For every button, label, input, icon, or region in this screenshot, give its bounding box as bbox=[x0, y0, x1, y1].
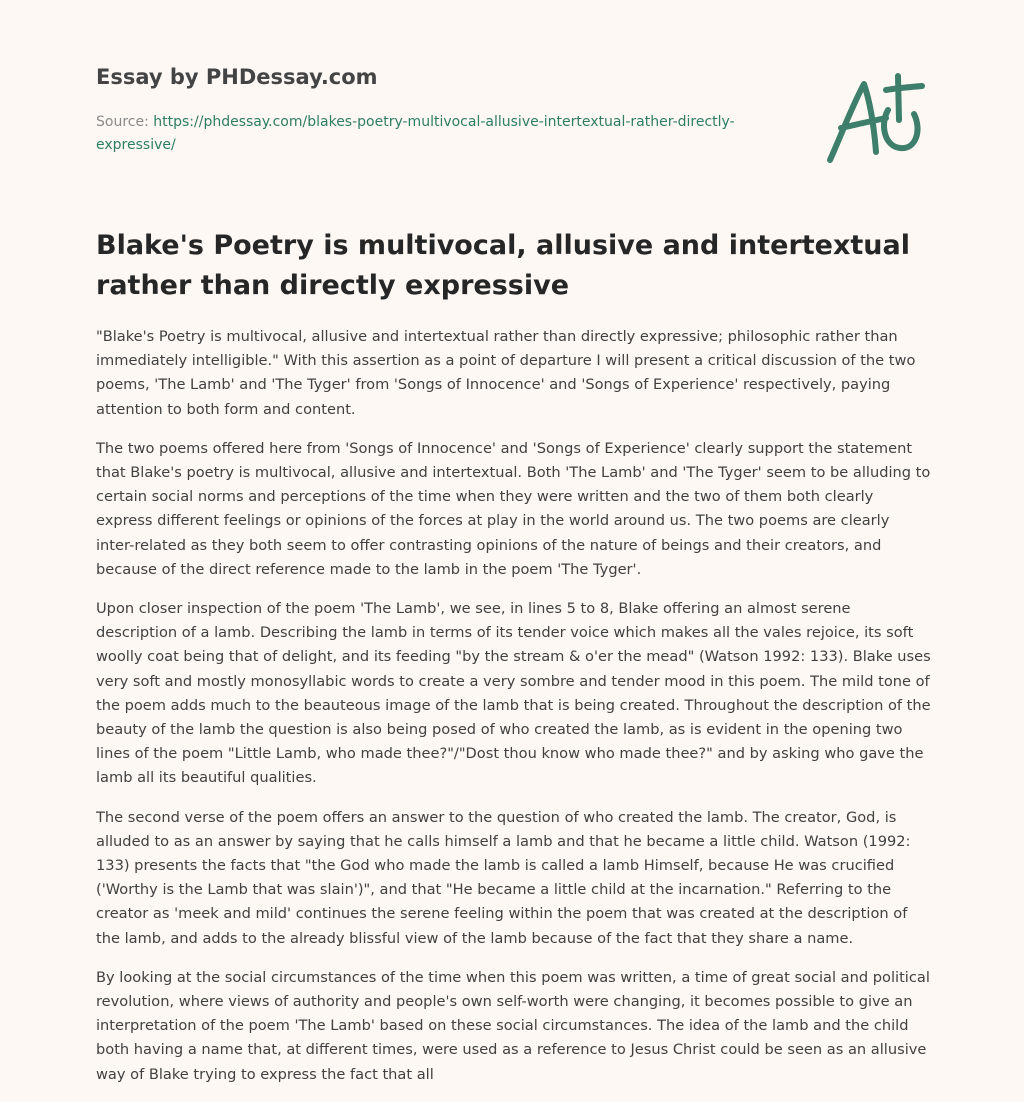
site-brand: Essay by PHDessay.com bbox=[96, 65, 378, 89]
essay-body bbox=[96, 325, 932, 1102]
paragraph: The second verse of the poem offers an answer to the question of who created the lamb. The creator, God, is alluded to as an answer by saying that he calls himself a lamb and that he became a little child. Watson (1992: 133) presents the facts that "the God who made the lamb is called a lamb Himself, because He was crucified ('Worthy is the Lamb that was slain')", and that "He became a little child at the incarnation." Referring to the creator as 'meek and mild' continues the serene feeling within the poem that was created at the description of the lamb, and adds to the already blissful view of the lamb because of the fact that they share a name. bbox=[96, 808, 911, 947]
paragraph: By looking at the social circumstances of the time when this poem was written, a time of great social and political revolution, where views of authority and people's own self-worth were changing, it becomes possible to give an interpretation of the poem 'The Lamb' based on these social circumstances. The idea of the lamb and the child both having a name that, at different times, were used as a reference to Jesus Christ could be seen as an allusive way of Blake trying to express the fact that all bbox=[96, 968, 930, 1083]
source-line bbox=[96, 111, 736, 157]
source-label: Source: bbox=[96, 114, 154, 130]
paragraph: "Blake's Poetry is multivocal, allusive and intertextual rather than directly expressive; philosophic rather than immediately intelligible." With this assertion as a point of departure I will present a critical discussion of the two poems, 'The Lamb' and 'The Tyger' from 'Songs of Innocence' and 'Songs of Experience' respectively, paying attention to both form and content. bbox=[96, 328, 916, 418]
a-plus-logo-icon bbox=[826, 68, 926, 166]
essay-title: Blake's Poetry is multivocal, allusive and intertextual rather than directly expressive bbox=[96, 230, 910, 301]
source-link[interactable]: https://phdessay.com/blakes-poetry-multivocal-allusive-intertextual-rather-directly-expressive/ bbox=[96, 114, 735, 153]
paragraph: Upon closer inspection of the poem 'The Lamb', we see, in lines 5 to 8, Blake offering an almost serene description of a lamb. Describing the lamb in terms of its tender voice which makes all the vales rejoice, its soft woolly coat being that of delight, and its feeding "by the stream & o'er the mead" (Watson 1992: 133). Blake uses very soft and mostly monosyllabic words to create a very sombre and tender mood in this poem. The mild tone of the poem adds much to the beauteous image of the lamb that is being created. Throughout the description of the beauty of the lamb the question is also being posed of who created the lamb, as is evident in the opening two lines of the poem "Little Lamb, who made thee?"/"Dost thou know who made thee?" and by asking who gave the lamb all its beautiful qualities. bbox=[96, 600, 931, 787]
paragraph: The two poems offered here from 'Songs of Innocence' and 'Songs of Experience' clearly support the statement that Blake's poetry is multivocal, allusive and intertextual. Both 'The Lamb' and 'The Tyger' seem to be alluding to certain social norms and perceptions of the time when they were written and the two of them both clearly express different feelings or opinions of the forces at play in the world around us. The two poems are clearly inter-related as they both seem to offer contrasting opinions of the nature of beings and their creators, and because of the direct reference made to the lamb in the poem 'The Tyger'. bbox=[96, 439, 931, 578]
